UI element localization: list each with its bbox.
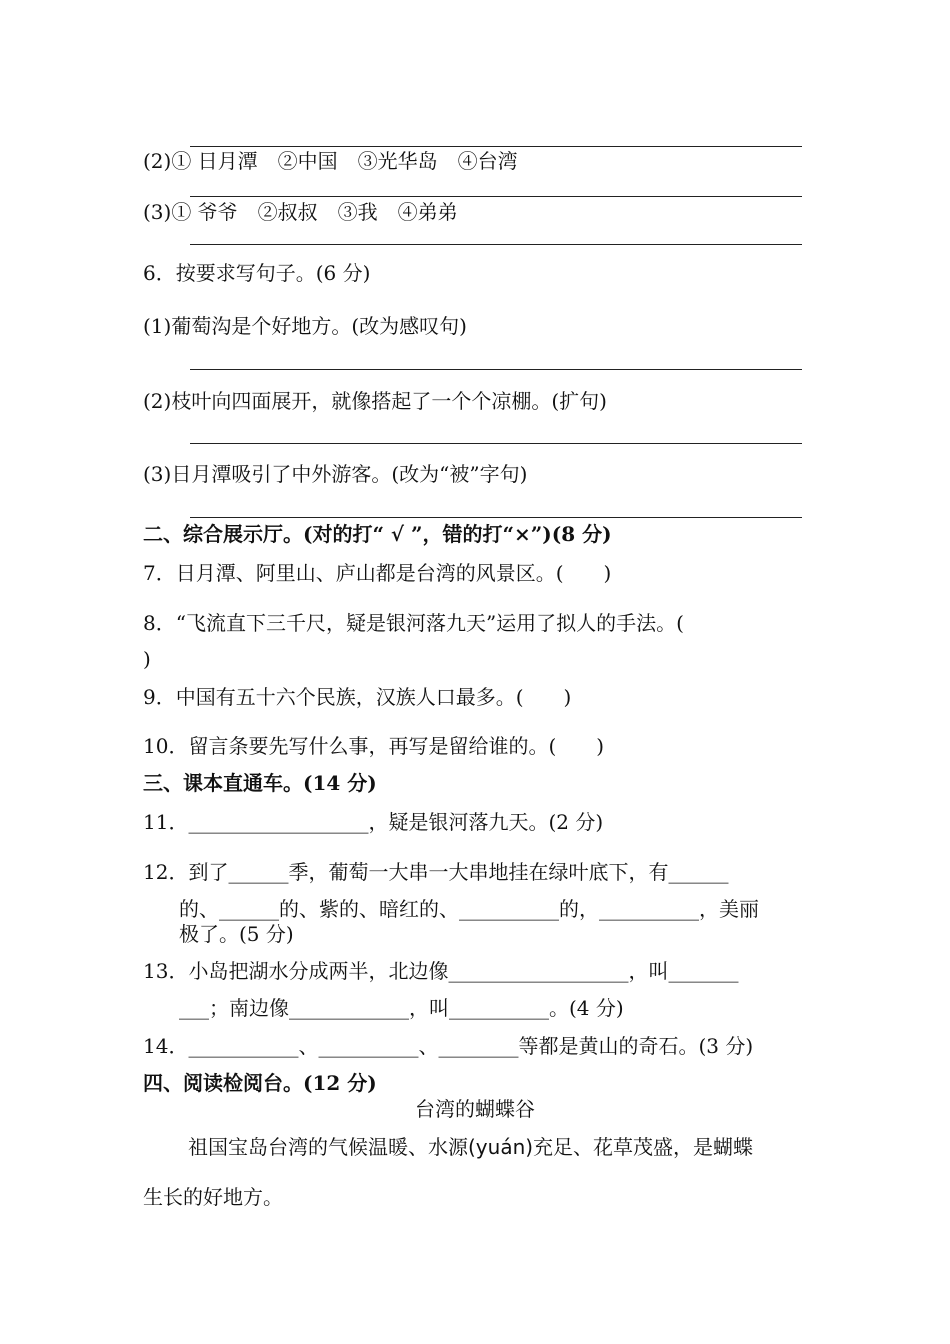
q9: 9．中国有五十六个民族，汉族人口最多。( ) bbox=[143, 685, 572, 709]
answer-line[interactable] bbox=[190, 443, 802, 444]
q6-sentence-3: (3)日月潭吸引了中外游客。(改为“被”字句) bbox=[143, 462, 528, 486]
q8-line-1: 8．“飞流直下三千尺，疑是银河落九天”运用了拟人的手法。( bbox=[143, 611, 684, 635]
q7: 7．日月潭、阿里山、庐山都是台湾的风景区。( ) bbox=[143, 561, 612, 585]
q13-line-1: 13．小岛把湖水分成两半，北边像__________________，叫_______ bbox=[143, 959, 739, 983]
q5-part2: (2)① 日月潭 ②中国 ③光华岛 ④台湾 bbox=[143, 149, 518, 173]
q13-line-2: ___；南边像____________，叫__________。(4 分) bbox=[179, 996, 624, 1020]
q6-sentence-2: (2)枝叶向四面展开，就像搭起了一个个凉棚。(扩句) bbox=[143, 389, 607, 413]
reading-paragraph-line-1: 祖国宝岛台湾的气候温暖、水源(yuán)充足、花草茂盛，是蝴蝶 bbox=[188, 1135, 754, 1159]
reading-title: 台湾的蝴蝶谷 bbox=[415, 1097, 535, 1121]
q10: 10．留言条要先写什么事，再写是留给谁的。( ) bbox=[143, 734, 605, 758]
q6-heading: 6．按要求写句子。(6 分) bbox=[143, 261, 371, 285]
section-2-heading: 二、综合展示厅。(对的打“ √ ”，错的打“×”)(8 分) bbox=[143, 522, 612, 546]
section-3-heading: 三、课本直通车。(14 分) bbox=[143, 771, 377, 795]
q12-line-2: 的、______的、紫的、暗红的、__________的，__________，美丽 bbox=[179, 897, 759, 921]
answer-line[interactable] bbox=[190, 517, 802, 518]
answer-line[interactable] bbox=[190, 196, 802, 197]
q6-sentence-1: (1)葡萄沟是个好地方。(改为感叹句) bbox=[143, 314, 467, 338]
reading-paragraph-line-2: 生长的好地方。 bbox=[143, 1185, 283, 1209]
q12-line-1: 12．到了______季，葡萄一大串一大串地挂在绿叶底下，有______ bbox=[143, 860, 729, 884]
q12-line-3: 极了。(5 分) bbox=[179, 922, 294, 946]
q8-line-2: ) bbox=[143, 647, 151, 671]
answer-line[interactable] bbox=[190, 146, 802, 147]
answer-line[interactable] bbox=[190, 369, 802, 370]
q5-part3: (3)① 爷爷 ②叔叔 ③我 ④弟弟 bbox=[143, 200, 458, 224]
q11: 11．__________________，疑是银河落九天。(2 分) bbox=[143, 810, 604, 834]
q14: 14．___________、__________、________等都是黄山的奇石。(3 分) bbox=[143, 1034, 754, 1058]
answer-line[interactable] bbox=[190, 244, 802, 245]
section-4-heading: 四、阅读检阅台。(12 分) bbox=[143, 1071, 377, 1095]
